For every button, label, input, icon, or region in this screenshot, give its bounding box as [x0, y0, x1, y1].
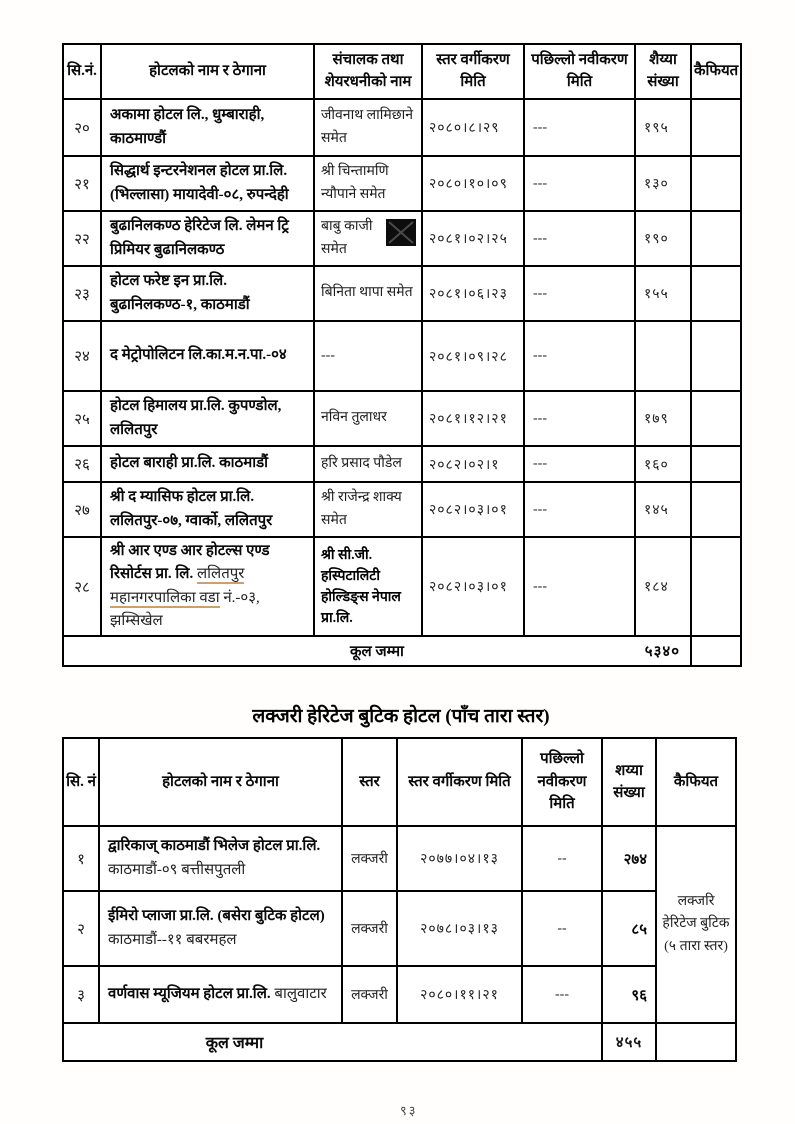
cell-remarks: [691, 391, 741, 446]
cell-renewal-date: ---: [524, 156, 635, 211]
cell-remarks: [691, 537, 741, 636]
cell-bed-count: १३०: [635, 156, 691, 211]
header-star-level: स्तर: [342, 738, 397, 826]
header-bed-count: शय्या संख्या: [602, 738, 656, 826]
table-row-24: [63, 321, 741, 391]
operator-name-text: बाबु काजी: [321, 219, 373, 235]
cell-star-level: लक्जरी: [342, 826, 397, 891]
cell-bed-count: २७४: [602, 826, 656, 891]
cell-hotel-name: [101, 99, 314, 156]
header-bed-count: शैय्या संख्या: [635, 44, 691, 99]
cell-serial-number: २३: [63, 266, 101, 321]
cell-hotel-name: [101, 482, 314, 537]
cell-classification-date: २०८२।०२।१: [422, 446, 524, 482]
cell-remarks: [691, 321, 741, 391]
cell-serial-number: १: [63, 826, 99, 891]
total-bed-count: ५३४०: [644, 644, 680, 660]
header-serial-number: सि. नं: [63, 738, 99, 826]
hotel-address-text: काठमाडौं-०९ बत्तीसपुतली: [108, 861, 246, 878]
hotel-name-text: द्वारिकाज् काठमाडौं भिलेज होटल प्रा.लि.: [108, 838, 321, 855]
cell-remarks: [691, 99, 741, 156]
cell-serial-number: २८: [63, 537, 101, 636]
table-row-20: [63, 99, 741, 156]
cell-classification-date: २०८१।०६।२३: [422, 266, 524, 321]
cell-bed-count: १५५: [635, 266, 691, 321]
cell-classification-date: २०८१।०९।२८: [422, 321, 524, 391]
header-classification-date: स्तर वर्गीकरण मिति: [422, 44, 524, 99]
cell-remarks-merged: लक्जरि हेरिटेज बुटिक (५ तारा स्तर): [656, 826, 736, 1023]
cell-operator: बिनिता थापा समेत: [314, 266, 422, 321]
hotel-name-text: होटल हिमालय प्रा.लि. कुपण्डोल, ललितपुर: [110, 398, 282, 438]
cell-bed-count: १९०: [635, 211, 691, 266]
cell-bed-count: १६०: [635, 446, 691, 482]
cell-bed-count: [635, 321, 691, 391]
table-row-26: [63, 446, 741, 482]
header-hotel-name: होटलको नाम र ठेगाना: [99, 738, 342, 826]
luxury-heritage-boutique-table: [62, 737, 737, 1062]
cell-renewal-date: ---: [522, 966, 602, 1023]
table-row-3: [63, 966, 736, 1023]
cell-hotel-name: [101, 211, 314, 266]
table-row-2: [63, 891, 736, 966]
cell-hotel-name: [101, 446, 314, 482]
cell-operator: [314, 211, 422, 266]
table1-total-row: [63, 636, 741, 666]
hotel-name-text: सिद्धार्थ इन्टरनेशनल होटल प्रा.लि. (भिल्लासा) मायादेवी-०८, रुपन्देही: [110, 163, 289, 203]
cell-hotel-name: [101, 321, 314, 391]
cell-operator: ---: [314, 321, 422, 391]
header-hotel-name: होटलको नाम र ठेगाना: [101, 44, 314, 99]
cell-star-level: लक्जरी: [342, 966, 397, 1023]
cell-serial-number: ३: [63, 966, 99, 1023]
cell-star-level: लक्जरी: [342, 891, 397, 966]
cell-serial-number: २: [63, 891, 99, 966]
cell-classification-date: २०७७।०४।१३: [397, 826, 522, 891]
cell-remarks: [691, 156, 741, 211]
cell-hotel-name: [101, 266, 314, 321]
hotel-classification-table: [62, 43, 742, 667]
hotel-name-text: श्री आर एण्ड आर होटल्स एण्ड रिसोर्टस प्रा. लि.: [110, 543, 270, 583]
cell-serial-number: २७: [63, 482, 101, 537]
cell-renewal-date: --: [522, 826, 602, 891]
cell-hotel-name: [99, 966, 342, 1023]
cell-bed-count: १४५: [635, 482, 691, 537]
cell-classification-date: २०८१।१२।२१: [422, 391, 524, 446]
cell-classification-date: २०८२।०३।०१: [422, 537, 524, 636]
cell-classification-date: २०७८।०३।१३: [397, 891, 522, 966]
hotel-name-text: द मेट्रोपोलिटन लि.का.म.न.पा.-०४: [110, 347, 287, 364]
cell-classification-date: २०८०।८।२९: [422, 99, 524, 156]
cell-operator: नविन तुलाधर: [314, 391, 422, 446]
table-row-1: [63, 826, 736, 891]
cell-serial-number: २४: [63, 321, 101, 391]
cell-renewal-date: ---: [524, 266, 635, 321]
cell-bed-count: १७९: [635, 391, 691, 446]
hotel-name-text: होटल बाराही प्रा.लि. काठमाडौं: [110, 455, 269, 472]
header-operator: संचालक तथा शेयरधनीको नाम: [314, 44, 422, 99]
table-row-27: [63, 482, 741, 537]
cell-renewal-date: ---: [524, 537, 635, 636]
cell-renewal-date: ---: [524, 99, 635, 156]
cell-remarks: [691, 482, 741, 537]
cell-renewal-date: ---: [524, 211, 635, 266]
table-row-25: [63, 391, 741, 446]
header-remarks: कैफियत: [691, 44, 741, 99]
hotel-address-marked-text: ललितपुर महानगरपालिका वडा: [110, 566, 245, 606]
table2-total-row: [63, 1023, 736, 1061]
table2-header-row: [63, 738, 736, 826]
cell-operator: जीवनाथ लामिछाने समेत: [314, 99, 422, 156]
cell-classification-date: २०८१।०२।२५: [422, 211, 524, 266]
total-cell: [63, 636, 691, 666]
hotel-name-text: ईमिरो प्लाजा प्रा.लि. (बसेरा बुटिक होटल): [108, 908, 325, 925]
cell-renewal-date: ---: [524, 482, 635, 537]
table-row-21: [63, 156, 741, 211]
cell-serial-number: २६: [63, 446, 101, 482]
hotel-name-text: अकामा होटल लि., धुम्बाराही, काठमाण्डौं: [110, 107, 265, 147]
hotel-name-text: वर्णवास म्यूजियम होटल प्रा.लि.: [108, 985, 271, 1002]
header-renewal-date: पछिल्लो नवीकरण मिति: [524, 44, 635, 99]
cell-serial-number: २०: [63, 99, 101, 156]
hotel-name-text: होटल फरेष्ट इन प्रा.लि. बुढानिलकण्ठ-१, काठमाडौं: [110, 273, 250, 313]
hotel-name-text: श्री द म्यासिफ होटल प्रा.लि. ललितपुर-०७, ग्वार्को, ललितपुर: [110, 489, 273, 529]
cell-classification-date: २०८०।११।२१: [397, 966, 522, 1023]
cell-operator: श्री चिन्तामणि न्यौपाने समेत: [314, 156, 422, 211]
cell-remarks: [691, 266, 741, 321]
total-cell: कूल जम्मा: [63, 1023, 602, 1061]
cell-hotel-name: [99, 826, 342, 891]
operator-name-text2: समेत: [321, 241, 347, 257]
header-renewal-date: पछिल्लो नवीकरण मिति: [522, 738, 602, 826]
cell-operator: श्री सी.जी. हस्पिटालिटी होल्डिङ्स नेपाल प्रा.लि.: [314, 537, 422, 636]
table-row-22: [63, 211, 741, 266]
table1-header-row: [63, 44, 741, 99]
cell-bed-count: १८४: [635, 537, 691, 636]
cell-renewal-date: ---: [524, 321, 635, 391]
cell-remarks: [656, 1023, 736, 1061]
cell-renewal-date: ---: [524, 446, 635, 482]
cell-bed-count: ८५: [602, 891, 656, 966]
header-remarks: कैफियत: [656, 738, 736, 826]
cell-serial-number: २२: [63, 211, 101, 266]
cell-hotel-name: [101, 537, 314, 636]
cell-classification-date: २०८०।१०।०९: [422, 156, 524, 211]
cell-renewal-date: ---: [524, 391, 635, 446]
cell-remarks: [691, 211, 741, 266]
cell-hotel-name: [101, 391, 314, 446]
cell-remarks: [691, 636, 741, 666]
table-row-28: [63, 537, 741, 636]
section-title: लक्जरी हेरिटेज बुटिक होटल (पाँच तारा स्तर): [252, 706, 550, 727]
hotel-address-text: काठमाडौं--११ बबरमहल: [108, 931, 237, 948]
hotel-name-text: बुढानिलकण्ठ हेरिटेज लि. लेमन ट्रि प्रिमियर बुढानिलकण्ठ: [110, 218, 289, 258]
redaction-stamp-icon: [386, 219, 416, 246]
cell-remarks: [691, 446, 741, 482]
cell-serial-number: २१: [63, 156, 101, 211]
cell-hotel-name: [101, 156, 314, 211]
hotel-address-text: नं.-०३, झम्सिखेल: [110, 589, 260, 629]
cell-renewal-date: --: [522, 891, 602, 966]
cell-operator: श्री राजेन्द्र शाक्य समेत: [314, 482, 422, 537]
table-row-23: [63, 266, 741, 321]
hotel-address-text: बालुवाटार: [274, 985, 327, 1002]
cell-bed-count: ९६: [602, 966, 656, 1023]
cell-serial-number: २५: [63, 391, 101, 446]
cell-operator: हरि प्रसाद पौडेल: [314, 446, 422, 482]
cell-classification-date: २०८२।०३।०१: [422, 482, 524, 537]
total-label: कूल जम्मा: [350, 644, 404, 660]
header-classification-date: स्तर वर्गीकरण मिति: [397, 738, 522, 826]
cell-hotel-name: [99, 891, 342, 966]
total-bed-count: ४५५: [602, 1023, 656, 1061]
cell-bed-count: १९५: [635, 99, 691, 156]
header-serial-number: सि.नं.: [63, 44, 101, 99]
page-number: ९३: [400, 1103, 418, 1118]
